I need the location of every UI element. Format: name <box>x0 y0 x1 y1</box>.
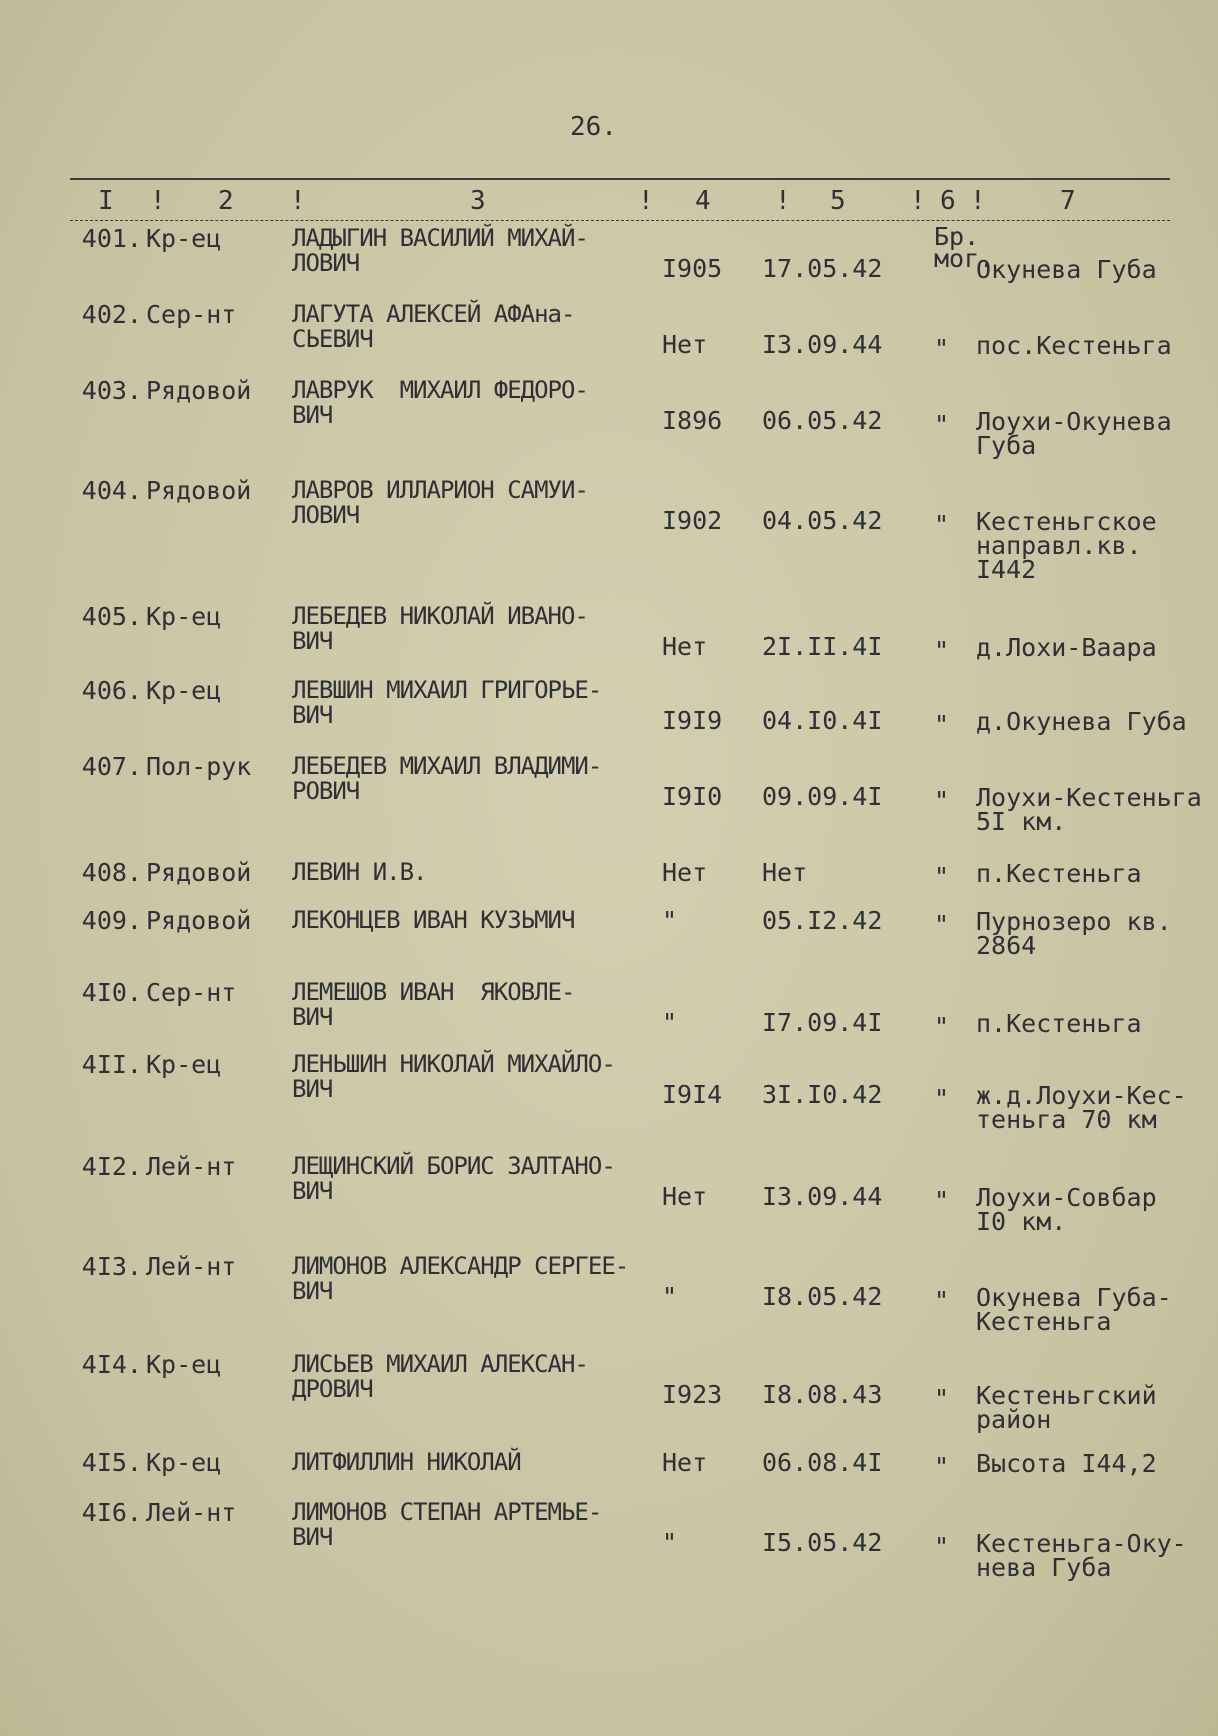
birth-year: " <box>662 1528 678 1557</box>
record-number: 408. <box>81 858 142 887</box>
burial-place: Окунева Губа <box>976 255 1157 284</box>
birth-year: Нет <box>662 330 708 359</box>
burial-type: " <box>934 636 950 665</box>
header-col-1: I <box>98 186 114 216</box>
birth-year: Нет <box>662 1448 708 1477</box>
death-date: 09.09.4I <box>762 782 883 811</box>
death-date: 3I.I0.42 <box>762 1080 883 1109</box>
burial-place: Высота I44,2 <box>976 1449 1157 1478</box>
page-number: 26. <box>570 112 617 142</box>
death-date: I7.09.4I <box>762 1008 883 1037</box>
header-separator: ! <box>150 186 166 216</box>
burial-type: " <box>934 1186 950 1215</box>
full-name: ЛАГУТА АЛЕКСЕЙ АФАна- СЬЕВИЧ <box>292 300 575 353</box>
death-date: 06.08.4I <box>762 1448 883 1477</box>
record-number: 4I2. <box>81 1152 142 1181</box>
military-rank: Рядовой <box>146 906 252 935</box>
military-rank: Кр-ец <box>146 1350 222 1379</box>
burial-type: " <box>934 334 950 363</box>
full-name: ЛЕВШИН МИХАИЛ ГРИГОРЬЕ- ВИЧ <box>292 676 602 729</box>
military-rank: Рядовой <box>146 858 252 887</box>
record-number: 407. <box>81 752 142 781</box>
burial-type: " <box>934 1084 950 1113</box>
full-name: ЛЕНЬШИН НИКОЛАЙ МИХАЙЛО- ВИЧ <box>292 1050 615 1103</box>
full-name: ЛИМОНОВ СТЕПАН АРТЕМЬЕ- ВИЧ <box>292 1498 602 1551</box>
burial-place: Окунева Губа- Кестеньга <box>976 1283 1172 1336</box>
birth-year: I9I9 <box>662 706 723 735</box>
military-rank: Лей-нт <box>146 1252 237 1281</box>
burial-place: д.Окунева Губа <box>976 707 1187 736</box>
birth-year: " <box>662 906 678 935</box>
burial-place: пос.Кестеньга <box>976 331 1172 360</box>
header-separator: ! <box>775 186 791 216</box>
military-rank: Рядовой <box>146 476 252 505</box>
birth-year: I923 <box>662 1380 723 1409</box>
burial-type: " <box>934 710 950 739</box>
record-number: 4I0. <box>81 978 142 1007</box>
military-rank: Лей-нт <box>146 1152 237 1181</box>
full-name: ЛЕБЕДЕВ НИКОЛАЙ ИВАНО- ВИЧ <box>292 602 588 655</box>
burial-place: д.Лохи-Ваара <box>976 633 1157 662</box>
military-rank: Кр-ец <box>146 676 222 705</box>
military-rank: Сер-нт <box>146 300 237 329</box>
death-date: 2I.II.4I <box>762 632 883 661</box>
header-col-5: 5 <box>830 186 846 216</box>
record-number: 4I4. <box>81 1350 142 1379</box>
header-col-7: 7 <box>1060 186 1076 216</box>
burial-type: " <box>934 1012 950 1041</box>
full-name: ЛИТФИЛЛИН НИКОЛАЙ <box>292 1448 521 1476</box>
burial-type: Бр. мог. <box>934 222 995 273</box>
record-number: 405. <box>81 602 142 631</box>
death-date: I8.08.43 <box>762 1380 883 1409</box>
death-date: 06.05.42 <box>762 406 883 435</box>
header-bottom-rule <box>70 220 1170 221</box>
birth-year: I902 <box>662 506 723 535</box>
full-name: ЛЕБЕДЕВ МИХАИЛ ВЛАДИМИ- РОВИЧ <box>292 752 602 805</box>
full-name: ЛИСЬЕВ МИХАИЛ АЛЕКСАН- ДРОВИЧ <box>292 1350 588 1403</box>
burial-type: " <box>934 1384 950 1413</box>
header-separator: ! <box>638 186 654 216</box>
burial-type: " <box>934 862 950 891</box>
full-name: ЛИМОНОВ АЛЕКСАНДР СЕРГЕЕ- ВИЧ <box>292 1252 629 1305</box>
military-rank: Сер-нт <box>146 978 237 1007</box>
death-date: 17.05.42 <box>762 254 883 283</box>
death-date: I3.09.44 <box>762 330 883 359</box>
burial-place: Лоухи-Совбар I0 км. <box>976 1183 1157 1236</box>
full-name: ЛЕЩИНСКИЙ БОРИС ЗАЛТАНО- ВИЧ <box>292 1152 615 1205</box>
burial-place: Лоухи-Окунева Губа <box>976 407 1172 460</box>
death-date: 05.I2.42 <box>762 906 883 935</box>
military-rank: Кр-ец <box>146 1050 222 1079</box>
record-number: 4I3. <box>81 1252 142 1281</box>
burial-place: Лоухи-Кестеньга 5I км. <box>976 783 1202 836</box>
death-date: I3.09.44 <box>762 1182 883 1211</box>
full-name: ЛЕКОНЦЕВ ИВАН КУЗЬМИЧ <box>292 906 575 934</box>
burial-type: " <box>934 1286 950 1315</box>
burial-type: " <box>934 510 950 539</box>
military-rank: Пол-рук <box>146 752 252 781</box>
burial-place: Кестеньга-Оку- нева Губа <box>976 1529 1187 1582</box>
header-col-3: 3 <box>470 186 486 216</box>
record-number: 409. <box>81 906 142 935</box>
military-rank: Лей-нт <box>146 1498 237 1527</box>
burial-place: Пурнозеро кв. 2864 <box>976 907 1172 960</box>
birth-year: I9I4 <box>662 1080 723 1109</box>
record-number: 4I6. <box>81 1498 142 1527</box>
burial-place: ж.д.Лоухи-Кес- теньга 70 км <box>976 1081 1187 1134</box>
record-number: 401. <box>81 224 142 253</box>
header-top-rule <box>70 178 1170 180</box>
burial-place: Кестеньгский район <box>976 1381 1157 1434</box>
header-separator: ! <box>290 186 306 216</box>
header-separator: ! <box>970 186 986 216</box>
full-name: ЛЕВИН И.В. <box>292 858 427 886</box>
death-date: I8.05.42 <box>762 1282 883 1311</box>
full-name: ЛАВРУК МИХАИЛ ФЕДОРО- ВИЧ <box>292 376 588 429</box>
birth-year: I9I0 <box>662 782 723 811</box>
header-col-2: 2 <box>218 186 234 216</box>
full-name: ЛАДЫГИН ВАСИЛИЙ МИХАЙ- ЛОВИЧ <box>292 224 588 277</box>
burial-type: " <box>934 786 950 815</box>
death-date: I5.05.42 <box>762 1528 883 1557</box>
burial-place: п.Кестеньга <box>976 1009 1142 1038</box>
header-col-4: 4 <box>695 186 711 216</box>
record-number: 404. <box>81 476 142 505</box>
burial-type: " <box>934 410 950 439</box>
birth-year: I905 <box>662 254 723 283</box>
death-date: 04.05.42 <box>762 506 883 535</box>
birth-year: " <box>662 1008 678 1037</box>
burial-type: " <box>934 910 950 939</box>
burial-type: " <box>934 1532 950 1561</box>
full-name: ЛЕМЕШОВ ИВАН ЯКОВЛЕ- ВИЧ <box>292 978 575 1031</box>
record-number: 4I5. <box>81 1448 142 1477</box>
header-separator: ! <box>910 186 926 216</box>
birth-year: Нет <box>662 858 708 887</box>
record-number: 402. <box>81 300 142 329</box>
birth-year: Нет <box>662 1182 708 1211</box>
full-name: ЛАВРОВ ИЛЛАРИОН САМУИ- ЛОВИЧ <box>292 476 588 529</box>
death-date: 04.I0.4I <box>762 706 883 735</box>
military-rank: Кр-ец <box>146 1448 222 1477</box>
header-col-6: 6 <box>940 186 956 216</box>
military-rank: Кр-ец <box>146 224 222 253</box>
birth-year: I896 <box>662 406 723 435</box>
birth-year: " <box>662 1282 678 1311</box>
birth-year: Нет <box>662 632 708 661</box>
burial-type: " <box>934 1452 950 1481</box>
military-rank: Рядовой <box>146 376 252 405</box>
record-number: 406. <box>81 676 142 705</box>
death-date: Нет <box>762 858 808 887</box>
burial-place: п.Кестеньга <box>976 859 1142 888</box>
record-number: 403. <box>81 376 142 405</box>
record-number: 4II. <box>81 1050 142 1079</box>
burial-place: Кестеньгское направл.кв. I442 <box>976 507 1157 584</box>
military-rank: Кр-ец <box>146 602 222 631</box>
